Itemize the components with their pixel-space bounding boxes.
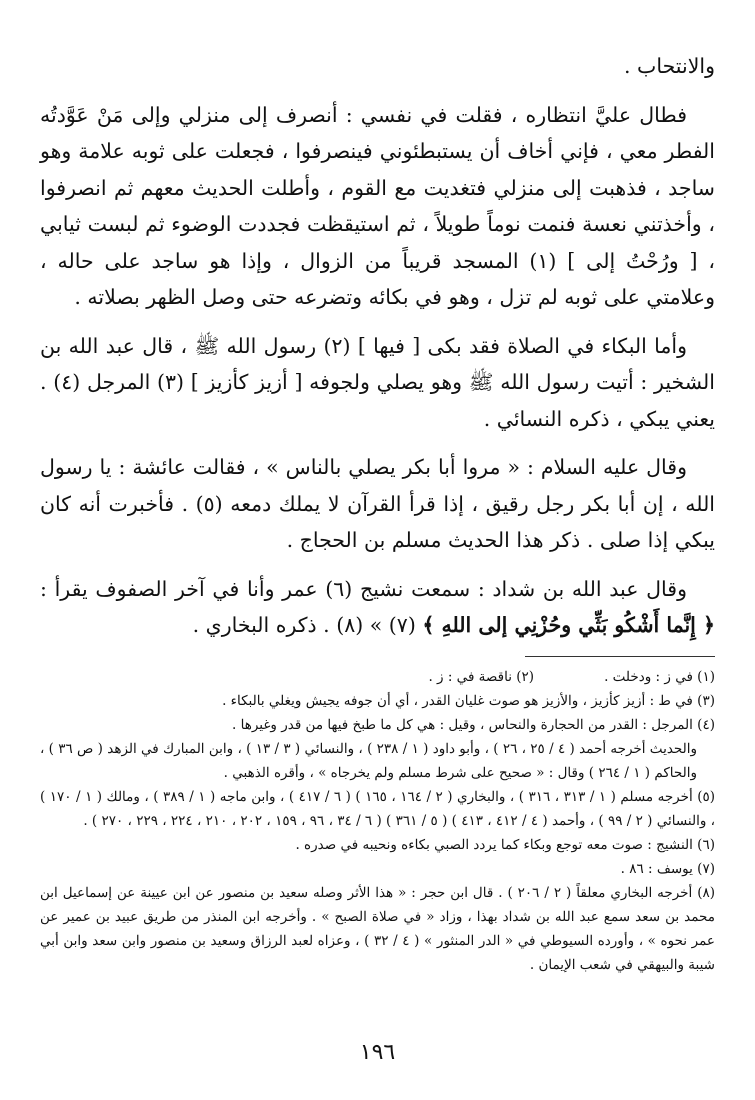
footnote-7: (٧) يوسف : ٨٦ .: [620, 860, 715, 877]
footnote-4: [40, 713, 715, 785]
footnote-divider: [525, 656, 715, 657]
paragraph-text: وقال عبد الله بن شداد : سمعت نشيج (٦) عمر وأنا في آخر الصفوف يقرأ :: [40, 576, 687, 601]
paragraph-text: وأما البكاء في الصلاة فقد بكى [ فيها ] (٢) رسول الله ﷺ ، قال عبد الله بن الشخير : أتيت رسول الله ﷺ وهو يصلي ولجوفه [ أزيز كأزيز ] (٣) المرجل (٤) . يعني يبكي ، ذكره النسائي .: [40, 333, 715, 431]
quran-verse: ﴿ إِنَّما أَشْكُو بَثِّي وحُزْنِي إلى اللهِ ﴾: [422, 613, 715, 637]
footnote-1: (١) في ز : ودخلت .: [604, 668, 715, 685]
page-body: [40, 48, 715, 977]
footnote-6: (٦) النشيج : صوت معه توجع وبكاء كما يردد الصبي بكاءه ونحيبه في صدره .: [295, 836, 715, 853]
paragraph-weeping-prophet: [40, 328, 715, 438]
footnote-3: (٣) في ط : أزيز كأزيز ، والأزيز هو صوت غليان القدر ، أي أن جوفه يجيش ويغلي بالبكاء .: [222, 692, 715, 709]
paragraph-text: فطال عليَّ انتظاره ، فقلت في نفسي : أنصرف إلى منزلي وإلى مَنْ عَوَّدتُه الفطر معي ، فإني أخاف أن يستبطئوني فينصرفوا ، فجعلت على ثوبه علامة وهو ساجد ، فذهبت إلى منزلي فتغديت مع القوم ، وأطلت الحديث معهم ثم انصرفوا ، وأخذتني نعسة فنمت نوماً طويلاً ، ثم استيقظت فجددت الوضوء ثم لبست ثيابي ، [ ورُحْتُ إلى ] (١) المسجد قريباً من الزوال ، وإذا هو ساجد على حاله ، وعلامتي على ثوبه لم تزل ، وهو في بكائه وتضرعه حتى وصل الظهر بصلاته .: [40, 102, 715, 309]
footnote-2: (٢) ناقصة في : ز .: [428, 668, 535, 685]
footnote-8: (٨) أخرجه البخاري معلقاً ( ٢ / ٢٠٦ ) . قال ابن حجر : « هذا الأثر وصله سعيد بن منصور عن ابن عيينة عن إسماعيل ابن محمد بن سعد سمع عبد الله بن شداد بهذا ، وزاد « في صلاة الصبح » . وأخرجه ابن المنذر من طريق عبيد بن عمير عن عمر نحوه » ، وأورده السيوطي في « الدر المنثور » ( ٤ / ٣٢ ) ، وعزاه لعبد الرزاق وسعيد بن منصور وابن سعد وابن أبي شيبة والبيهقي في شعب الإيمان .: [40, 884, 716, 973]
footnote-5: (٥) أخرجه مسلم ( ١ / ٣١٣ ، ٣١٦ ) ، والبخاري ( ٢ / ١٦٤ ، ١٦٥ ) ( ٦ / ٤١٧ ) ، وابن ماجه ( ١ / ٣٨٩ ) ، ومالك ( ١ / ١٧٠ ) ، والنسائي ( ٢ / ٩٩ ) ، وأحمد ( ٤ / ٤١٢ ، ٤١٣ ) ( ٥ / ٣٦١ ) ( ٦ / ٣٤ ، ٩٦ ، ١٥٩ ، ٢٠٢ ، ٢١٠ ، ٢٢٤ ، ٢٢٩ ، ٢٧٠ ) .: [40, 788, 716, 829]
footnote-row-1-2: [40, 665, 715, 689]
paragraph-text: (٧) » (٨) . ذكره البخاري .: [192, 613, 423, 637]
page-number: ١٩٦: [359, 1040, 396, 1065]
paragraph-umar: [40, 571, 715, 644]
paragraph-text: وقال عليه السلام : « مروا أبا بكر يصلي بالناس » ، فقالت عائشة : يا رسول الله ، إن أبا بكر رجل رقيق ، إذا قرأ القرآن لا يملك دمعه (٥) . فأخبرت أنه كان يبكي إذا صلى . ذكر هذا الحديث مسلم بن الحجاج .: [40, 455, 716, 552]
paragraph-abu-bakr: [40, 449, 715, 559]
footnote-4-source: والحديث أخرجه أحمد ( ٤ / ٢٥ ، ٢٦ ) ، وأبو داود ( ١ / ٢٣٨ ) ، والنسائي ( ٣ / ١٣ ) ، وابن المبارك في الزهد ( ص ٣٦ ) ، والحاكم ( ١ / ٢٦٤ ) وقال : « صحيح على شرط مسلم ولم يخرجاه » ، وأقره الذهبي .: [40, 740, 698, 781]
paragraph-continuation: والانتحاب .: [624, 54, 715, 78]
paragraph-long-sujood: [40, 97, 715, 316]
footnote-4-line: (٤) المرجل : القدر من الحجارة والنحاس ، وقيل : هي كل ما طبخ فيها من قدر وغيرها .: [232, 716, 715, 733]
